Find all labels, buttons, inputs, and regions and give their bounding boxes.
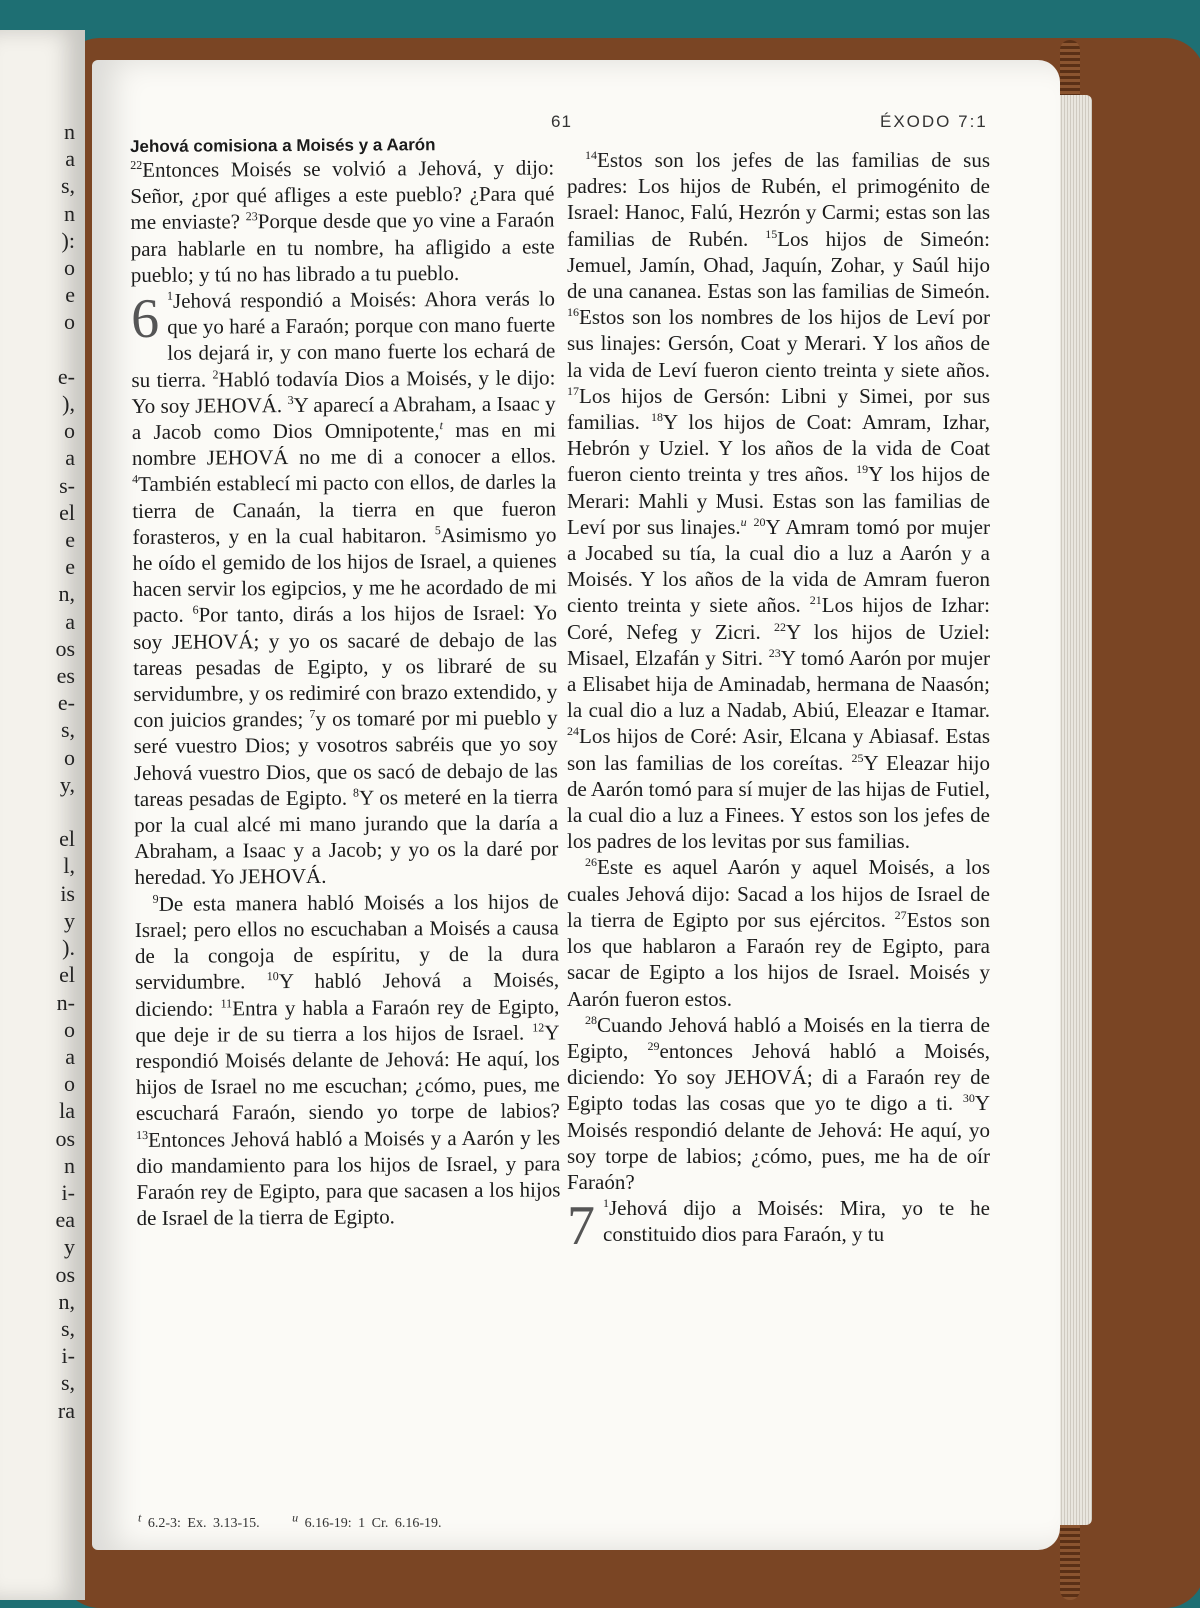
left-page-fragment: e- <box>57 363 75 389</box>
paragraph <box>131 285 559 890</box>
left-page-fragment: a <box>65 608 75 634</box>
paragraph <box>567 1195 990 1258</box>
verse-number: 9 <box>152 891 159 906</box>
left-page-fragment: l, <box>63 853 75 879</box>
left-page-fragment: y <box>64 1234 75 1260</box>
verse-text: Los hijos de Simeón: Jemuel, Jamín, Ohad, Jaquín, Zohar, y Saúl hijo de una cananea. Estas son las familias de Simeón. <box>567 226 990 304</box>
left-page-fragment: os <box>55 1261 75 1287</box>
section-heading: Jehová comisiona a Moisés y a Aarón <box>130 135 436 156</box>
verse-number: 30 <box>962 1091 975 1106</box>
verse-number: 10 <box>266 969 279 984</box>
left-page-fragment: e <box>65 554 75 580</box>
verse-number: 14 <box>585 148 597 162</box>
left-page-fragment: a <box>65 1043 75 1069</box>
verse-number: 3 <box>287 392 294 407</box>
verse-number: 20 <box>753 514 766 529</box>
verse-number: 1 <box>603 1196 609 1211</box>
left-page-fragment: o <box>64 744 75 770</box>
verse-number: 29 <box>647 1038 660 1053</box>
verse-number: 18 <box>650 410 663 425</box>
paragraph <box>567 147 990 854</box>
left-page-fragment: os <box>55 635 75 661</box>
left-page-fragment: y, <box>59 771 75 797</box>
verse-number: 25 <box>851 750 864 765</box>
verse-text: Y Amram tomó por mujer a Jocabed su tía, la cual dio a luz a Aarón y a Moisés. Y los años de la vida de Amram fueron ciento treinta y siete años. <box>567 514 990 618</box>
left-page-fragment: el <box>59 826 75 852</box>
page-number: 61 <box>551 112 572 131</box>
left-page-fragment: s, <box>60 717 75 743</box>
verse-text: Y respondió Moisés delante de Jehová: He aquí, los hijos de Israel no me escuchan; ¿cómo, pues, me escuchará Faraón, siendo yo torpe de labios? <box>135 1020 561 1126</box>
left-page-fragment: n, <box>58 1288 75 1314</box>
left-page <box>0 30 85 1600</box>
verse-number: 28 <box>585 1012 597 1027</box>
verse-text: Los hijos de Gersón: Libni y Simei, por sus familias. <box>567 383 990 435</box>
running-head: ÉXODO 7:1 <box>880 112 988 131</box>
verse-number: 4 <box>132 472 139 487</box>
chapter-number: 7 <box>567 1195 595 1258</box>
verse-number: 5 <box>434 522 441 537</box>
left-page-fragment: o <box>64 255 75 281</box>
verse-text: Y tomó Aarón por mujer a Elisabet hija de Aminadab, hermana de Naasón; la cual dio a luz a Nadab, Abiú, Eleazar e Itamar. <box>567 645 990 723</box>
verse-number: 8 <box>352 785 360 800</box>
verse-number: 19 <box>856 462 869 477</box>
verse-text: Estos son los jefes de las familias de sus padres: Los hijos de Rubén, el primogénito de Israel: Hanoc, Falú, Hezrón y Carmi; estas son las familias de Rubén. <box>567 148 990 251</box>
left-page-fragment: ), <box>62 391 75 417</box>
paragraph <box>130 154 555 288</box>
left-page-fragment: e <box>65 527 75 553</box>
verse-number: 23 <box>245 209 258 224</box>
footnotes <box>138 1510 442 1532</box>
left-page-fragment: el <box>59 962 75 988</box>
paragraph <box>567 854 990 1011</box>
footnote-marker: t <box>439 418 443 433</box>
left-page-fragment: ): <box>61 227 75 253</box>
verse-text: mas en mi nombre JEHOVÁ no me di a conocer a ellos. <box>131 417 557 471</box>
verse-text: Los hijos de Coré: Asir, Elcana y Abiasaf. Estas son las familias de los coreítas. <box>567 724 990 775</box>
footnote-marker: u <box>292 1510 299 1525</box>
verse-text: Los hijos de Izhar: Coré, Nefeg y Zicri. <box>567 593 990 644</box>
verse-text: Y os meteré en la tierra por la cual alcé mi mano jurando que la daría a Abraham, a Isaac y a Jacob; y yo os la daré por heredad. Yo JEHOVÁ. <box>134 784 559 890</box>
verse-number: 15 <box>765 226 778 241</box>
text-column-left <box>130 134 561 1231</box>
left-page-fragment: i- <box>61 1179 75 1205</box>
left-page-fragment: a <box>65 146 75 172</box>
verse-text: y os tomaré por mi pueblo y seré vuestro Dios; y vosotros sabréis que yo soy Jehová vuestro Dios, que os sacó de debajo de las tareas pesadas de Egipto. <box>133 705 558 811</box>
text-column-right <box>567 147 991 1258</box>
left-page-fragment: n <box>64 200 75 226</box>
left-page-fragment: n <box>64 119 75 144</box>
left-page-fragment: i- <box>61 1343 75 1369</box>
left-page-fragment: n, <box>58 581 75 607</box>
footnote-text: 6.16-19: 1 Cr. 6.16-19. <box>304 1516 442 1531</box>
verse-number: 12 <box>532 1020 545 1035</box>
left-page-fragment: es <box>56 663 75 689</box>
verse-text: entonces Jehová habló a Moisés, diciendo: Yo soy JEHOVÁ; di a Faraón rey de Egipto todas las cosas que yo te digo a ti. <box>567 1038 991 1116</box>
verse-number: 1 <box>166 288 174 303</box>
left-page-fragment: y <box>64 907 75 933</box>
verse-text: Y los hijos de Coat: Amram, Izhar, Hebrón y Uziel. Y los años de la vida de Coat fueron ciento treinta y tres años. <box>567 410 990 487</box>
left-page-fragment: n- <box>56 989 75 1015</box>
verse-number: 27 <box>894 907 907 922</box>
left-page-fragment: s- <box>59 472 75 498</box>
left-page-fragment: s, <box>60 1315 75 1341</box>
footnote-marker: t <box>138 1510 142 1525</box>
verse-number: 13 <box>136 1127 149 1142</box>
verse-number: 24 <box>567 724 579 739</box>
verse-number: 6 <box>192 603 199 618</box>
left-page-fragment: o <box>64 1016 75 1042</box>
left-page-fragment: s, <box>60 173 75 199</box>
verse-text: Y habló Jehová a Moisés, diciendo: <box>135 967 560 1021</box>
left-page-fragment: ra <box>57 1397 75 1423</box>
verse-text: Estos son los que hablaron a Faraón rey de Egipto, para sacar de Egipto a los hijos de Israel. Moisés y Aarón fueron estos. <box>567 907 990 1011</box>
verse-number: 22 <box>774 619 787 634</box>
verse-text: Entonces Moisés se volvió a Jehová, y dijo: Señor, ¿por qué afliges a este pueblo? ¿Para qué me enviaste? <box>130 155 555 235</box>
verse-text: Por tanto, dirás a los hijos de Israel: Yo soy JEHOVÁ; y yo os sacaré de debajo de las tareas pesadas de Egipto, y os libraré de su servidumbre, y os redimiré con brazo extendido, y con juicios grandes; <box>133 600 558 733</box>
verse-number: 16 <box>567 305 579 320</box>
left-page-fragment: is <box>60 880 75 906</box>
verse-text: De esta manera habló Moisés a los hijos de Israel; pero ellos no escuchaban a Moisés a causa de la congoja de espíritu, y de la dura servidumbre. <box>134 889 560 995</box>
left-page-fragment: la <box>59 1098 75 1124</box>
verse-text: Y aparecí a Abraham, a Isaac y a Jacob como Dios Omnipotente, <box>131 391 556 445</box>
paragraph <box>135 888 561 1231</box>
left-page-fragment: o <box>64 1071 75 1097</box>
left-page-text <box>35 118 75 1424</box>
left-page-fragment <box>35 798 75 825</box>
left-page-fragment: os <box>55 1125 75 1151</box>
verse-text: Estos son los nombres de los hijos de Leví por sus linajes: Gersón, Coat y Merari. Y los años de la vida de Leví fueron ciento treinta y siete años. <box>567 305 990 382</box>
verse-text: Cuando Jehová habló a Moisés en la tierra de Egipto, <box>567 1012 990 1063</box>
footnote-text: 6.2-3: Ex. 3.13-15. <box>147 1516 260 1531</box>
left-page-fragment: o <box>64 418 75 444</box>
verse-text: Entonces Jehová habló a Moisés y a Aarón y les dio mandamiento para los hijos de Israel, y para Faraón rey de Egipto, para que sacasen a los hijos de Israel de la tierra de Egipto. <box>136 1124 561 1231</box>
left-page-fragment: s, <box>60 1370 75 1396</box>
verse-text: Entra y habla a Faraón rey de Egipto, que deje ir de su tierra a los hijos de Israel. <box>135 993 560 1047</box>
verse-text: Y Moisés respondió delante de Jehová: He aquí, yo soy torpe de labios; ¿cómo, pues, me ha de oír Faraón? <box>567 1091 990 1194</box>
verse-text: Y Eleazar hijo de Aarón tomó para sí mujer de las hijas de Futiel, la cual dio a luz a Finees. Y estos son los jefes de los padres de los levitas por sus familias. <box>567 750 990 854</box>
left-page-fragment: a <box>65 445 75 471</box>
footnote-marker: u <box>740 514 747 529</box>
verse-number: 22 <box>130 157 143 172</box>
left-page-fragment: ea <box>55 1207 75 1233</box>
verse-text: Porque desde que yo vine a Faraón para hablarle en tu nombre, ha afligido a este pueblo; y tú no has librado a tu pueblo. <box>130 207 555 287</box>
left-page-fragment: n <box>64 1152 75 1178</box>
verse-text: Y los hijos de Uziel: Misael, Elzafán y Sitri. <box>567 619 990 670</box>
verse-number: 17 <box>567 383 579 398</box>
verse-text: Asimismo yo he oído el gemido de los hijos de Israel, a quienes hacen servir los egipcios, y me he acordado de mi pacto. <box>132 522 557 628</box>
verse-number: 26 <box>585 855 597 870</box>
left-page-fragment <box>35 336 75 363</box>
verse-number: 2 <box>212 367 219 382</box>
left-page-fragment: e <box>65 282 75 308</box>
verse-text: También establecí mi pacto con ellos, de darles la tierra de Canaán, la tierra en que fueron forasteros, y en la cual habitaron. <box>132 469 557 549</box>
chapter-number: 6 <box>130 287 160 351</box>
paragraph <box>567 1012 990 1195</box>
verse-text: Este es aquel Aarón y aquel Moisés, a los cuales Jehová dijo: Sacad a los hijos de Israel de la tierra de Egipto por sus ejércitos. <box>567 855 990 932</box>
left-page-fragment: ). <box>62 935 75 961</box>
verse-text: Jehová respondió a Moisés: Ahora verás lo que yo haré a Faraón; porque con mano fuerte los dejará ir, y con mano fuerte los echará de su tierra. <box>131 286 556 392</box>
left-page-fragment: e- <box>57 690 75 716</box>
verse-text: Habló todavía Dios a Moisés, y le dijo: Yo soy JEHOVÁ. <box>131 365 556 418</box>
left-page-fragment: o <box>64 309 75 335</box>
verse-number: 23 <box>768 645 781 660</box>
verse-number: 7 <box>309 707 316 722</box>
verse-number: 21 <box>809 593 822 608</box>
verse-text: Jehová dijo a Moisés: Mira, yo te he constituido dios para Faraón, y tu <box>603 1196 990 1247</box>
left-page-fragment: el <box>59 499 75 525</box>
verse-number: 11 <box>220 995 233 1010</box>
verse-text: Y los hijos de Merari: Mahli y Musi. Estas son las familias de Leví por sus linajes. <box>567 462 990 539</box>
